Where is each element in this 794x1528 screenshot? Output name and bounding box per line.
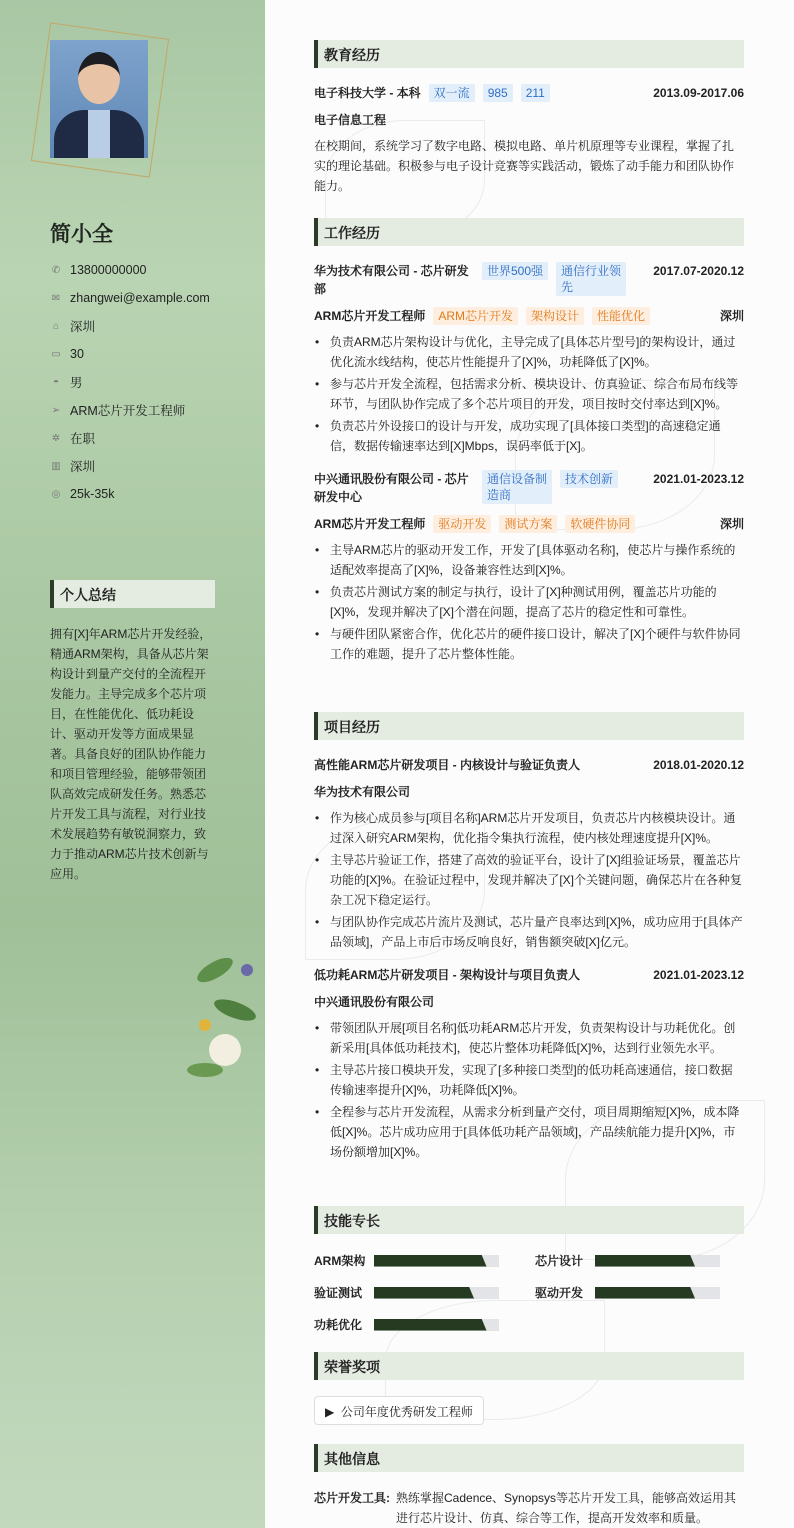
skill-tag: 软硬件协同: [565, 515, 635, 533]
award-label: 公司年度优秀研发工程师: [340, 1405, 473, 1419]
info-text: 男: [70, 376, 83, 390]
work-city: 深圳: [719, 309, 744, 323]
skill-tag: 架构设计: [526, 307, 584, 325]
skill-tag: 测试方案: [499, 515, 557, 533]
work-entry: [314, 470, 744, 664]
skill-bar-fill: [374, 1255, 487, 1267]
school-name: 电子科技大学 - 本科: [314, 86, 421, 100]
bullet-item: • 主导芯片验证工作，搭建了高效的验证平台，设计了[X]组验证场景，覆盖芯片功能的[X]%。在验证过程中，发现并解决了[X]个关键问题，确保芯片在各种复杂工况下稳定运行。: [314, 850, 744, 910]
info-row: [50, 312, 210, 340]
skills-heading: 技能专长: [314, 1206, 744, 1234]
building-icon: ▥: [51, 460, 61, 472]
info-row: [50, 340, 210, 368]
education-entry: [314, 84, 744, 196]
project-name: 高性能ARM芯片研发项目 - 内核设计与验证负责人: [314, 758, 580, 772]
company-line: [314, 262, 626, 298]
role-line: [314, 514, 635, 534]
skill-bar-fill: [595, 1255, 695, 1267]
skill-name: ARM架构: [314, 1254, 366, 1268]
candidate-name: 简小全: [50, 223, 113, 246]
info-text: 30: [70, 347, 84, 361]
project-org: 华为技术有限公司: [314, 785, 411, 799]
skill-bar-fill: [595, 1287, 695, 1299]
company-tag: 通信设备制造商: [482, 470, 552, 504]
bullet-item: • 主导ARM芯片的驱动开发工作，开发了[具体驱动名称]，使芯片与操作系统的适配效率提高了[X]%，设备兼容性达到[X]%。: [314, 540, 744, 580]
awards-heading: 荣誉奖项: [314, 1352, 744, 1380]
work-city: 深圳: [719, 517, 744, 531]
skill-bar: [374, 1319, 499, 1331]
role-line: [314, 306, 650, 326]
gender-icon: ◓: [52, 376, 60, 388]
skill-row: [535, 1252, 720, 1269]
skill-name: 功耗优化: [314, 1318, 363, 1332]
skill-name: 验证测试: [314, 1286, 363, 1300]
info-text: zhangwei@example.com: [70, 291, 210, 305]
salary-icon: ◎: [51, 488, 61, 500]
info-row: [50, 480, 210, 508]
skill-tag: 驱动开发: [433, 515, 491, 533]
skill-row: [535, 1284, 720, 1301]
project-org: 中兴通讯股份有限公司: [314, 995, 435, 1009]
other-text: 熟练掌握Cadence、Synopsys等芯片开发工具，能够高效运用其进行芯片设计、仿真、综合等工作，提高开发效率和质量。: [396, 1491, 737, 1525]
project-header: [314, 966, 744, 984]
award-item[interactable]: [314, 1396, 484, 1425]
school-tag: 985: [483, 84, 513, 102]
avatar: [50, 40, 148, 158]
work-header: [314, 470, 744, 506]
send-icon: ➢: [51, 404, 61, 416]
skill-row: [314, 1316, 499, 1333]
school-tag: 211: [521, 84, 550, 102]
bullet-list: [314, 540, 744, 664]
education-heading: 教育经历: [314, 40, 744, 68]
info-row: [50, 256, 210, 284]
info-row: [50, 368, 210, 396]
project-date: 2021.01-2023.12: [653, 968, 744, 982]
other-label: 芯片开发工具:: [314, 1491, 390, 1505]
company-tag: 通信行业领先: [556, 262, 626, 296]
flower-decoration-icon: [185, 930, 265, 1085]
sidebar: [0, 0, 265, 1528]
bullet-item: • 负责ARM芯片架构设计与优化，主导完成了[具体芯片型号]的架构设计，通过优化流水线结构，使芯片性能提升了[X]%，功耗降低了[X]%。: [314, 332, 744, 372]
info-row: [50, 396, 210, 424]
work-header: [314, 262, 744, 298]
mail-icon: ✉: [51, 292, 61, 304]
info-row: [50, 424, 210, 452]
phone-icon: ✆: [51, 264, 61, 276]
projects-heading: 项目经历: [314, 712, 744, 740]
skill-bar: [374, 1287, 499, 1299]
bullet-item: • 参与芯片开发全流程，包括需求分析、模块设计、仿真验证、综合布局布线等环节，与团队协作完成了多个芯片项目的开发，项目按时交付率达到[X]%。: [314, 374, 744, 414]
summary-heading: 个人总结: [50, 580, 215, 608]
skill-bar: [374, 1255, 499, 1267]
project-name: 低功耗ARM芯片研发项目 - 架构设计与项目负责人: [314, 968, 580, 982]
education-date: 2013.09-2017.06: [653, 86, 744, 100]
work-date: 2017.07-2020.12: [653, 264, 744, 278]
company-tag: 技术创新: [560, 470, 618, 488]
contact-info: [50, 256, 210, 508]
bullet-item: • 带领团队开展[项目名称]低功耗ARM芯片开发，负责架构设计与功耗优化。创新采用[具体低功耗技术]，使芯片整体功耗降低[X]%，达到行业领先水平。: [314, 1018, 744, 1058]
school-tag: 双一流: [429, 84, 475, 102]
triangle-right-icon: ▶: [325, 1405, 335, 1419]
skill-bar: [595, 1287, 720, 1299]
bullet-list: [314, 332, 744, 456]
summary-text: 拥有[X]年ARM芯片开发经验，精通ARM架构，具备从芯片架构设计到量产交付的全流程开发能力。主导完成多个芯片项目，在性能优化、低功耗设计、驱动开发等方面成果显著。具备良好的团队协作能力和项目管理经验，能够带领团队高效完成研发任务。熟悉芯片开发工具与流程，对行业技术发展趋势有敏锐洞察力，致力于推动ARM芯片技术创新与应用。: [50, 627, 212, 881]
bullet-item: • 与团队协作完成芯片流片及测试，芯片量产良率达到[X]%，成功应用于[具体产品领域]，产品上市后市场反响良好，销售额突破[X]亿元。: [314, 912, 744, 952]
role-title: ARM芯片开发工程师: [314, 517, 426, 531]
skill-bar: [595, 1255, 720, 1267]
skill-tag: ARM芯片开发: [433, 307, 518, 325]
info-text: 深圳: [70, 320, 96, 334]
role-title: ARM芯片开发工程师: [314, 309, 426, 323]
bullet-item: • 与硬件团队紧密合作，优化芯片的硬件接口设计，解决了[X]个硬件与软件协同工作的难题，提升了芯片整体性能。: [314, 624, 744, 664]
age-icon: ▭: [51, 348, 61, 360]
role-row: [314, 514, 744, 534]
other-info-row: [314, 1488, 744, 1528]
skill-tag: 性能优化: [592, 307, 650, 325]
other-heading: 其他信息: [314, 1444, 744, 1472]
bullet-item: • 全程参与芯片开发流程，从需求分析到量产交付，项目周期缩短[X]%，成本降低[X]%。芯片成功应用于[具体低功耗产品领域]，产品续航能力提升[X]%，市场份额增加[X]%。: [314, 1102, 744, 1162]
skill-bar-fill: [374, 1287, 474, 1299]
project-list: [314, 756, 744, 1176]
work-entry: [314, 262, 744, 456]
info-row: [50, 284, 210, 312]
bullet-item: • 负责芯片外设接口的设计与开发，成功实现了[具体接口类型]的高速稳定通信，数据传输速率达到[X]Mbps，误码率低于[X]。: [314, 416, 744, 456]
bullet-list: [314, 1018, 744, 1162]
company-name: 中兴通讯股份有限公司 - 芯片研发中心: [314, 472, 469, 504]
home-icon: ⌂: [52, 320, 60, 332]
work-date: 2021.01-2023.12: [653, 472, 744, 486]
info-row: [50, 452, 210, 480]
project-header: [314, 756, 744, 774]
bullet-item: • 作为核心成员参与[项目名称]ARM芯片开发项目，负责芯片内核模块设计。通过深入研究ARM架构，优化指令集执行流程，使内核处理速度提升[X]%。: [314, 808, 744, 848]
skill-name: 驱动开发: [535, 1286, 584, 1300]
project-entry: [314, 756, 744, 952]
skill-row: [314, 1252, 499, 1269]
bullet-item: • 主导芯片接口模块开发，实现了[多种接口类型]的低功耗高速通信，接口数据传输速率提升[X]%，功耗降低[X]%。: [314, 1060, 744, 1100]
info-text: 13800000000: [70, 263, 147, 277]
major: 电子信息工程: [314, 113, 387, 127]
info-text: 25k-35k: [70, 487, 115, 501]
project-date: 2018.01-2020.12: [653, 758, 744, 772]
skill-bar-fill: [374, 1319, 487, 1331]
company-name: 华为技术有限公司 - 芯片研发部: [314, 264, 469, 296]
work-heading: 工作经历: [314, 218, 744, 246]
bullet-item: • 负责芯片测试方案的制定与执行，设计了[X]种测试用例，覆盖芯片功能的[X]%，发现并解决了[X]个潜在问题，提高了芯片的稳定性和可靠性。: [314, 582, 744, 622]
info-text: 在职: [70, 432, 96, 446]
bullet-list: [314, 808, 744, 952]
skill-name: 芯片设计: [535, 1254, 584, 1268]
work-list: [314, 262, 744, 678]
project-entry: [314, 966, 744, 1162]
role-row: [314, 306, 744, 326]
status-icon: ✲: [51, 432, 61, 444]
education-description: 在校期间，系统学习了数字电路、模拟电路、单片机原理等专业课程，掌握了扎实的理论基础。积极参与电子设计竞赛等实践活动，锻炼了动手能力和团队协作能力。: [314, 139, 735, 193]
company-tag: 世界500强: [482, 262, 548, 280]
skill-row: [314, 1284, 499, 1301]
info-text: ARM芯片开发工程师: [70, 404, 186, 418]
info-text: 深圳: [70, 460, 96, 474]
company-line: [314, 470, 618, 506]
